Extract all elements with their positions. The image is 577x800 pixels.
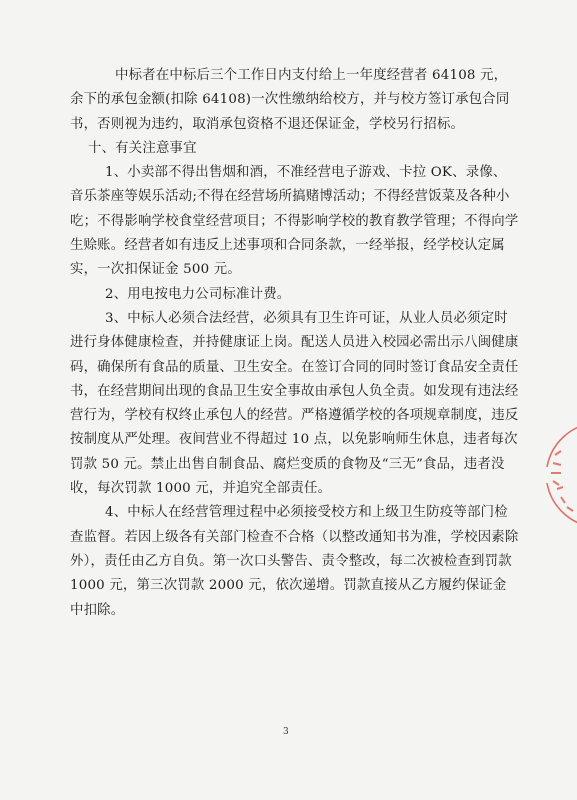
paragraph-item-2: 2、用电按电力公司标准计费。 xyxy=(105,286,291,302)
seal-stamp-icon xyxy=(535,415,577,535)
section-heading-notes: 十、有关注意事宜 xyxy=(88,140,197,156)
page-number: 3 xyxy=(283,727,289,737)
paragraph-item-3: 3、中标人必须合法经营，必须具有卫生许可证，从业人员必须定时进行身体健康检查，并持健康证上岗。配送人员进入校园必需出示八闽健康码，确保所有食品的质量、卫生安全。在签订合同的同时签订食品安全责任书，在经营期间出现的食品卫生安全事故由承包人负全责。如发现有违法经营行为，学校有权终止承包人的经营。严格遵循学校的各项规章制度，违反按制度从严处理。夜间营业不得超过 10 点，以免影响师生休息，违者每次罚款 50 元。禁止出售自制食品、腐烂变质的食物及“三无”食品，违者没收，每次罚款 1000 元，并追究全部责任。 xyxy=(70,310,519,497)
body-text xyxy=(70,64,520,623)
paragraph-item-4: 4、中标人在经营管理过程中必须接受校方和上级卫生防疫等部门检查监督。若因上级各有关部门检查不合格（以整改通知书为准，学校因素除外），责任由乙方自负。第一次口头警告、责令整改，每二次被检查到罚款 1000 元，第三次罚款 2000 元，依次递增。罚款直接从乙方履约保证金中扣除。 xyxy=(70,505,519,618)
paragraph-item-1: 1、小卖部不得出售烟和酒，不准经营电子游戏、卡拉 OK、录像、音乐茶座等娱乐活动;不得在经营场所搞赌博活动；不得经营饭菜及各种小吃；不得影响学校食堂经营项目；不得影响学校的教育教学管理；不得向学生赊账。经营者如有违反上述事项和合同条款，一经举报，经学校认定属实，一次扣保证金 500 元。 xyxy=(70,165,519,278)
paragraph-payment: 中标者在中标后三个工作日内支付给上一年度经营者 64108 元，余下的承包金额(扣除 64108)一次性缴纳给校方，并与校方签订承包合同书，否则视为违约，取消承包资格不退还保证金，学校另行招标。 xyxy=(70,68,510,132)
